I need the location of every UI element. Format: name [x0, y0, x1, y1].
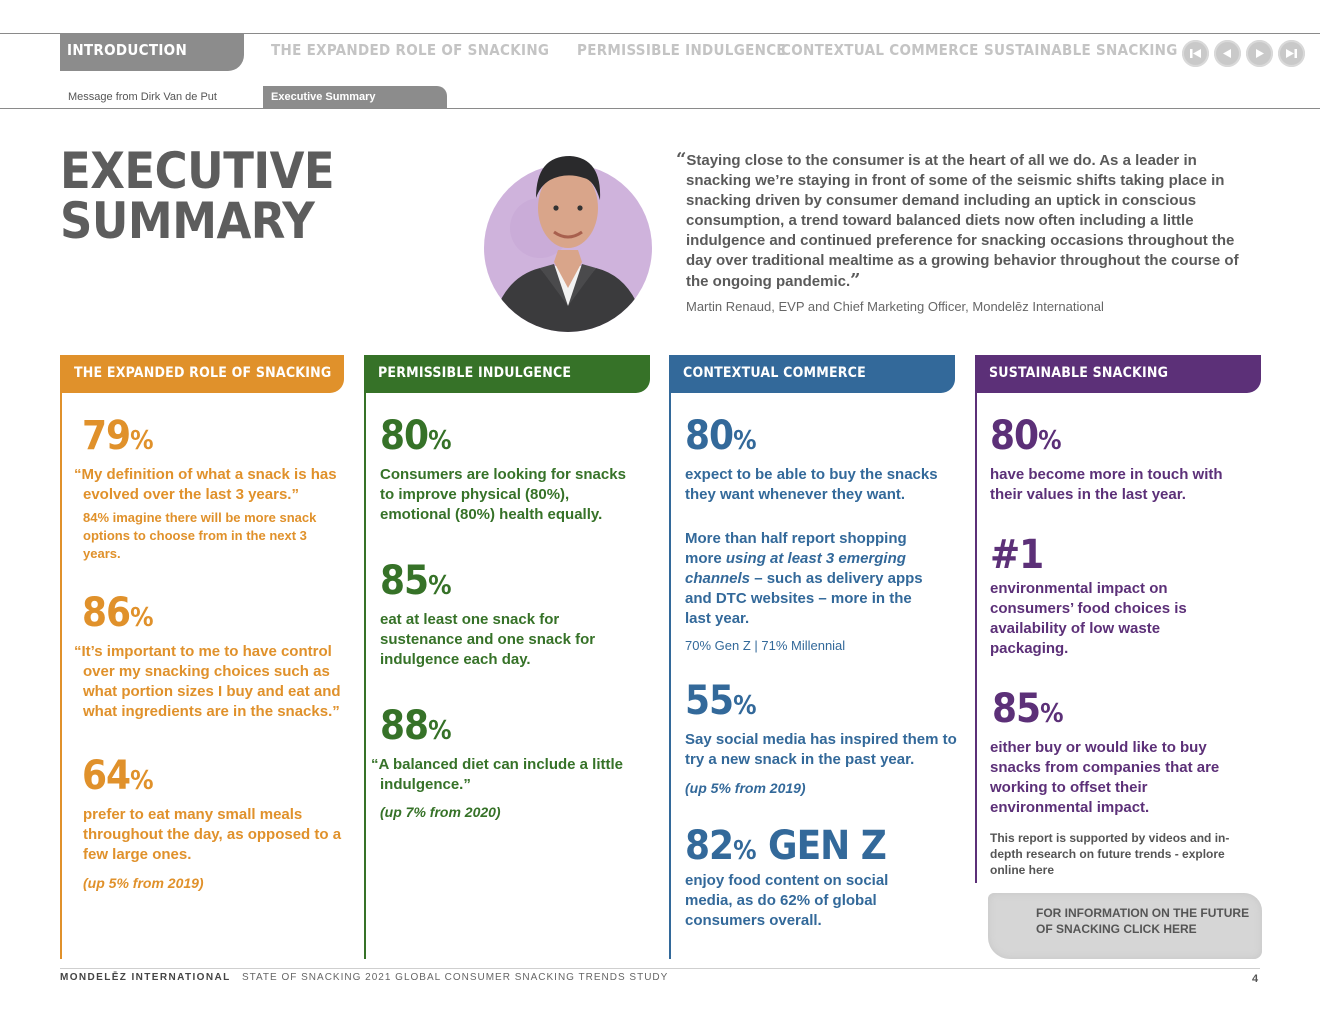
stat-percent: %: [733, 836, 757, 866]
tab-expanded-role-of-snacking[interactable]: THE EXPANDED ROLE OF SNACKING: [271, 41, 550, 59]
stat-percent: %: [428, 716, 452, 746]
stat-text: have become more in touch with their values in the last year.: [990, 466, 1223, 503]
column-rule-green: [364, 393, 366, 959]
stat-percent: %: [1040, 699, 1064, 729]
column-rule-purple: [975, 393, 977, 883]
first-page-icon: [1188, 46, 1203, 61]
previous-page-button[interactable]: [1214, 40, 1241, 67]
stat-text: Say social media has inspired them to try a new snack in the past year.: [685, 731, 957, 768]
stat-number: 55: [685, 678, 734, 724]
last-page-button[interactable]: [1278, 40, 1305, 67]
stat-number: 80: [380, 413, 429, 459]
subnav-executive-summary[interactable]: Executive Summary: [263, 86, 447, 108]
next-page-icon: [1252, 46, 1267, 61]
stat-number-one: [983, 529, 1253, 581]
stat-percent: %: [733, 691, 757, 721]
stat-text: “My definition of what a snack is has evolved over the last 3 years.”: [74, 466, 337, 503]
tab-permissible-indulgence[interactable]: PERMISSIBLE INDULGENCE: [577, 41, 786, 59]
footer-title: STATE OF SNACKING 2021 GLOBAL CONSUMER SNACKING TRENDS STUDY: [241, 972, 669, 983]
stat-number: 85: [380, 558, 429, 604]
footer-divider: [60, 968, 1260, 969]
channels-text: [678, 529, 940, 629]
stat-percent: %: [130, 603, 154, 633]
channels-text-pre: More than half report shopping more: [685, 530, 907, 567]
tab-sustainable-snacking[interactable]: SUSTAINABLE SNACKING: [984, 41, 1178, 59]
section-nav: [60, 34, 1310, 72]
subnav-message-from-ceo[interactable]: Message from Dirk Van de Put: [68, 91, 217, 103]
stat-note: (up 5% from 2019): [83, 875, 204, 891]
stat-80: [372, 410, 642, 467]
stat-85: [372, 555, 642, 612]
quote-text: Staying close to the consumer is at the heart of all we do. As a leader in snacking we’re staying in front of some of the seismic shifts taking place in snacking driven by consumer demand including an uptick in conscious consumption, a trend toward balanced diets now often including a little indulgence and continued preference for snacking occasions throughout the day over traditional mealtime as a growing behavior throughout the course of the ongoing pandemic.: [686, 152, 1239, 290]
column-sustainable-snacking: [983, 410, 1253, 818]
channels-subtext: 70% Gen Z | 71% Millennial: [685, 638, 846, 653]
stat-86: [74, 587, 344, 644]
tab-contextual-commerce[interactable]: CONTEXTUAL COMMERCE: [781, 41, 979, 59]
stat-80: [983, 410, 1253, 467]
stat-note: (up 7% from 2020): [380, 804, 501, 820]
stat-number: 64: [82, 753, 131, 799]
column-expanded-role: [74, 410, 344, 893]
stat-percent: %: [428, 571, 452, 601]
stat-text: environmental impact on consumers’ food choices is availability of low waste packaging.: [990, 580, 1187, 657]
stat-text: prefer to eat many small meals throughout the day, as opposed to a few large ones.: [83, 806, 342, 863]
stat-number: 80: [990, 413, 1039, 459]
executive-quote: [676, 150, 1256, 292]
stat-number: 85: [992, 686, 1041, 732]
stat-text: either buy or would like to buy snacks from companies that are working to offset their environmental impact.: [990, 739, 1220, 816]
stat-number: 79: [82, 413, 131, 459]
column-header-permissible-indulgence[interactable]: PERMISSIBLE INDULGENCE: [364, 355, 650, 393]
page-title-line2: SUMMARY: [60, 192, 315, 250]
stat-80: [678, 410, 958, 467]
column-header-expanded-role[interactable]: THE EXPANDED ROLE OF SNACKING: [60, 355, 344, 393]
column-permissible-indulgence: [372, 410, 642, 822]
future-of-snacking-button[interactable]: FOR INFORMATION ON THE FUTURE OF SNACKING CLICK HERE: [988, 893, 1262, 959]
stat-55: [678, 675, 958, 732]
last-page-icon: [1284, 46, 1299, 61]
channels-text-post: – such as delivery apps and DTC websites – more in the last year.: [685, 570, 923, 627]
stat-64: [74, 750, 344, 807]
executive-portrait: [470, 128, 660, 333]
stat-text: enjoy food content on social media, as do 62% of global consumers overall.: [685, 872, 889, 929]
stat-85: [983, 683, 1253, 740]
page-number: 4: [1252, 973, 1259, 985]
stat-suffix: GEN Z: [756, 823, 886, 869]
stat-number: 88: [380, 703, 429, 749]
stat-number: 80: [685, 413, 734, 459]
stat-88: [372, 700, 642, 757]
footer: [60, 972, 1260, 983]
footer-brand: MONDELĒZ INTERNATIONAL: [60, 972, 231, 983]
stat-percent: %: [733, 426, 757, 456]
stat-percent: %: [130, 766, 154, 796]
tab-introduction[interactable]: INTRODUCTION: [60, 34, 244, 71]
stat-number: 86: [82, 590, 131, 636]
column-rule-orange: [60, 393, 62, 959]
stat-subtext: 84% imagine there will be more snack options to choose from in the next 3 years.: [83, 510, 317, 561]
stat-text: “A balanced diet can include a little indulgence.”: [371, 756, 624, 793]
quote-close-mark: ”: [850, 270, 861, 291]
stat-82-gen-z: [678, 820, 958, 877]
next-page-button[interactable]: [1246, 40, 1273, 67]
stat-text: expect to be able to buy the snacks they want whenever they want.: [685, 466, 938, 503]
first-page-button[interactable]: [1182, 40, 1209, 67]
stat-number: #1: [990, 532, 1044, 578]
column-contextual-commerce: [678, 410, 958, 931]
sub-nav: [60, 86, 1310, 108]
stat-percent: %: [130, 426, 154, 456]
page-title: [60, 142, 335, 250]
stat-text: “It’s important to me to have control over my snacking choices such as what portion sizes I buy and eat and what ingredients are in the snacks.”: [74, 643, 341, 720]
page-nav-buttons: [1182, 40, 1305, 67]
stat-percent: %: [428, 426, 452, 456]
stat-79: [74, 410, 344, 467]
subnav-divider: [0, 108, 1320, 109]
column-header-sustainable-snacking[interactable]: SUSTAINABLE SNACKING: [975, 355, 1261, 393]
quote-open-mark: “: [676, 149, 687, 170]
channels-text-emphasis: using at least 3 emerging channels: [685, 550, 906, 587]
column-rule-blue: [669, 393, 671, 959]
previous-page-icon: [1220, 46, 1235, 61]
quote-attribution: Martin Renaud, EVP and Chief Marketing Officer, Mondelēz International: [686, 299, 1104, 314]
page-title-line1: EXECUTIVE: [60, 142, 335, 200]
support-link-text[interactable]: This report is supported by videos and in-depth research on future trends - explore online here: [990, 831, 1230, 877]
stat-text: Consumers are looking for snacks to improve physical (80%), emotional (80%) health equally.: [380, 466, 626, 523]
stat-note: (up 5% from 2019): [685, 780, 806, 796]
stat-number: 82: [685, 823, 734, 869]
column-header-contextual-commerce[interactable]: CONTEXTUAL COMMERCE: [669, 355, 955, 393]
stat-text: eat at least one snack for sustenance and one snack for indulgence each day.: [380, 611, 596, 668]
stat-percent: %: [1038, 426, 1062, 456]
